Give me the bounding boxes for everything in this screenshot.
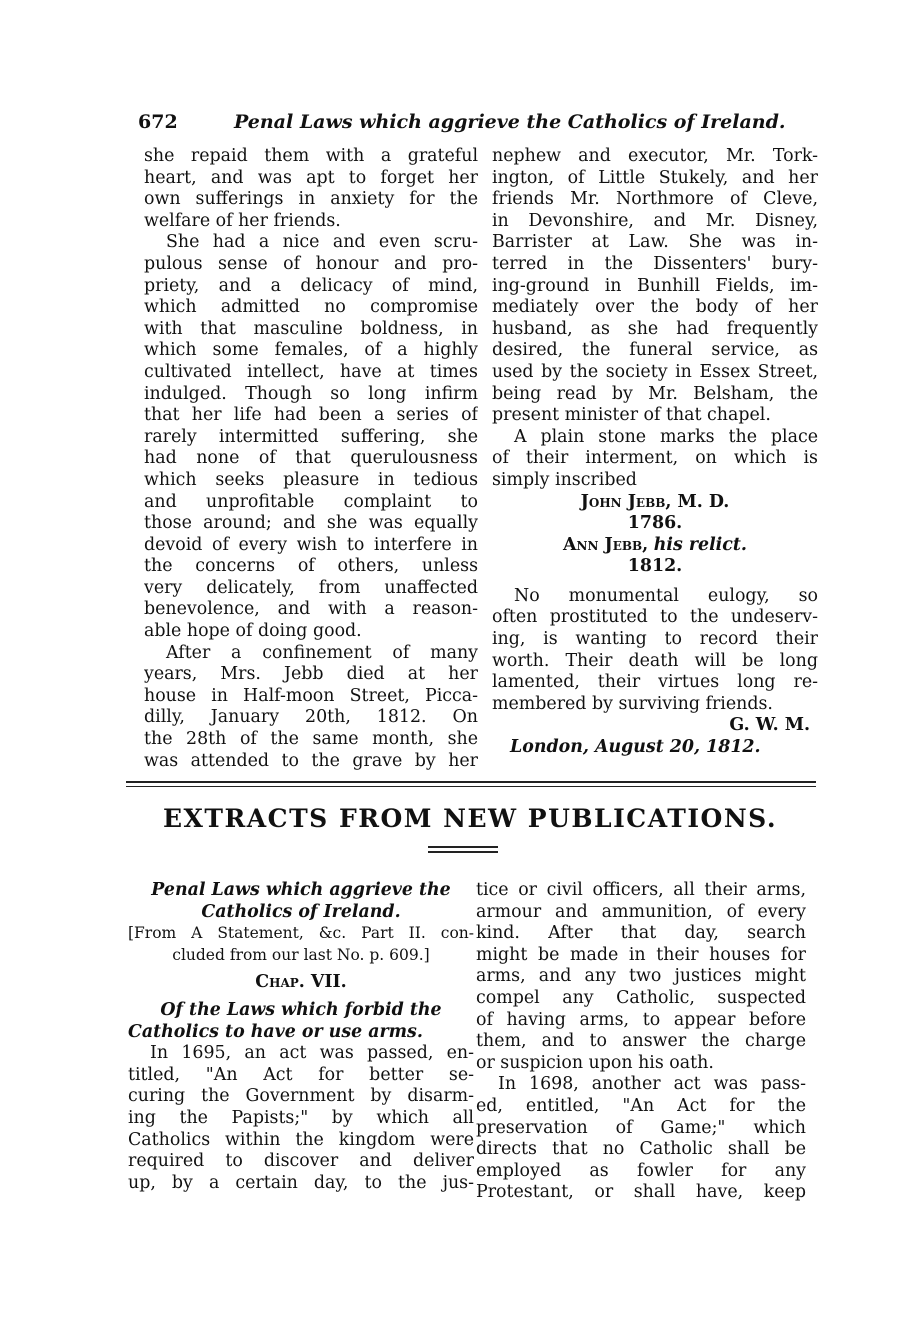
text-line: often prostituted to the undeserv- <box>492 607 818 628</box>
text-line: rarely intermitted suffering, she <box>144 426 478 447</box>
text-line: present minister of that chapel. <box>492 405 771 426</box>
text-line: kind. After that day, search <box>476 923 806 944</box>
text-line: tice or civil officers, all their arms, <box>476 880 806 900</box>
text-line: those around; and she was equally <box>144 513 478 534</box>
extract-column-left <box>128 880 474 1194</box>
inscription-name <box>492 535 818 557</box>
text-line: in Devonshire, and Mr. Disney, <box>492 210 818 231</box>
text-line: very delicately, from unaffected <box>144 577 478 598</box>
text-line: used by the society in Essex Street, <box>492 361 818 382</box>
text-line: In 1698, another act was pass- <box>498 1074 806 1095</box>
text-line: husband, as she had frequently <box>492 318 818 339</box>
spacer <box>492 578 818 586</box>
extract-heading: Penal Laws which aggrieve the <box>151 880 451 900</box>
text-line: that her life had been a series of <box>144 405 478 426</box>
text-line: preservation of Game;" which <box>476 1117 806 1138</box>
text-line: desired, the funeral service, as <box>492 340 818 361</box>
obituary-column-left <box>144 146 478 772</box>
text-line: being read by Mr. Belsham, the <box>492 383 818 404</box>
text-line: pulous sense of honour and pro- <box>144 253 478 274</box>
text-line: heart, and was apt to forget her <box>144 167 478 188</box>
page-number: 672 <box>138 111 178 133</box>
text-line: had none of that querulousness <box>144 448 478 469</box>
inscription-year: 1812. <box>627 556 683 577</box>
text-line: the concerns of others, unless <box>144 556 478 577</box>
section-title: EXTRACTS FROM NEW PUBLICATIONS. <box>162 804 778 833</box>
inscription-name-text: Ann Jebb, <box>563 534 649 555</box>
text-line: arms, and any two justices might <box>476 966 806 987</box>
text-line: Protestant, or shall have, keep <box>476 1182 806 1203</box>
text-line: compel any Catholic, suspected <box>476 987 806 1008</box>
text-line: with that masculine boldness, in <box>144 318 478 339</box>
inscription-name: John Jebb, M. D. <box>580 491 730 512</box>
running-title: Penal Laws which aggrieve the Catholics of Ireland. <box>234 111 786 133</box>
chapter-subhead: Of the Laws which forbid the <box>160 999 442 1020</box>
text-line: ington, of Little Stukely, and her <box>492 167 818 188</box>
text-line: worth. Their death will be long <box>492 650 818 671</box>
text-line: of their interment, on which is <box>492 448 818 469</box>
text-line: Catholics within the kingdom were <box>128 1129 474 1150</box>
text-line: titled, "An Act for better se- <box>128 1064 474 1085</box>
text-line: years, Mrs. Jebb died at her <box>144 664 478 685</box>
text-line: simply inscribed <box>492 469 637 490</box>
inscription-suffix: his relict. <box>653 534 747 555</box>
text-line: house in Half-moon Street, Picca- <box>144 685 478 706</box>
text-line: the 28th of the same month, she <box>144 729 478 750</box>
text-line: membered by surviving friends. <box>492 693 773 714</box>
chapter-heading: Chap. VII. <box>255 972 347 993</box>
text-line: which admitted no compromise <box>144 297 478 318</box>
text-line: which seeks pleasure in tedious <box>144 469 478 490</box>
ornament-line <box>428 851 498 853</box>
text-line: A plain stone marks the place <box>514 426 818 447</box>
dateline: London, August 20, 1812. <box>510 737 761 758</box>
text-line: was attended to the grave by her <box>144 750 478 771</box>
text-line: terred in the Dissenters' bury- <box>492 253 818 274</box>
text-line: of having arms, to appear before <box>476 1009 806 1030</box>
text-line: indulged. Though so long infirm <box>144 383 478 404</box>
text-line: nephew and executor, Mr. Tork- <box>492 146 818 166</box>
text-line: mediately over the body of her <box>492 297 818 318</box>
text-line: ing-ground in Bunhill Fields, im- <box>492 275 818 296</box>
text-line: which some females, of a highly <box>144 340 478 361</box>
source-note: [From A Statement, &c. Part II. con- <box>128 924 474 943</box>
text-line: directs that no Catholic shall be <box>476 1139 806 1160</box>
text-line: or suspicion upon his oath. <box>476 1052 714 1073</box>
running-head <box>138 108 786 136</box>
text-line: up, by a certain day, to the jus- <box>128 1172 474 1193</box>
ornament-rule <box>428 846 498 856</box>
text-line: ed, entitled, "An Act for the <box>476 1095 806 1116</box>
text-line: ing the Papists;" by which all <box>128 1107 474 1128</box>
text-line: them, and to answer the charge <box>476 1031 806 1052</box>
text-line: might be made in their houses for <box>476 944 806 965</box>
text-line: After a confinement of many <box>166 642 478 663</box>
text-line: cultivated intellect, have at times <box>144 361 478 382</box>
signature: G. W. M. <box>729 715 810 736</box>
text-line: required to discover and deliver <box>128 1151 474 1172</box>
section-rule <box>126 781 816 783</box>
text-line: own sufferings in anxiety for the <box>144 189 478 210</box>
text-line: No monumental eulogy, so <box>514 585 818 606</box>
obituary-column-right <box>492 146 818 759</box>
text-line: dilly, January 20th, 1812. On <box>144 707 478 728</box>
text-line: friends Mr. Northmore of Cleve, <box>492 189 818 210</box>
text-line: ing, is wanting to record their <box>492 629 818 650</box>
section-rule <box>126 786 816 787</box>
text-line: lamented, their virtues long re- <box>492 672 818 693</box>
text-line: welfare of her friends. <box>144 210 341 231</box>
text-line: devoid of every wish to interfere in <box>144 534 478 555</box>
text-line: and unprofitable complaint to <box>144 491 478 512</box>
text-line: priety, and a delicacy of mind, <box>144 275 478 296</box>
inscription-year: 1786. <box>627 513 683 534</box>
text-line: she repaid them with a grateful <box>144 146 478 166</box>
text-line: curing the Government by disarm- <box>128 1086 474 1107</box>
text-line: benevolence, and with a reason- <box>144 599 478 620</box>
text-line: employed as fowler for any <box>476 1160 806 1181</box>
text-line: She had a nice and even scru- <box>166 232 478 253</box>
extract-heading: Catholics of Ireland. <box>201 901 401 922</box>
chapter-subhead: Catholics to have or use arms. <box>128 1021 423 1042</box>
text-line: able hope of doing good. <box>144 621 362 642</box>
text-line: armour and ammunition, of every <box>476 901 806 922</box>
source-note: cluded from our last No. p. 609.] <box>172 945 430 964</box>
text-line: In 1695, an act was passed, en- <box>150 1043 474 1064</box>
text-line: Barrister at Law. She was in- <box>492 232 818 253</box>
ornament-line <box>428 846 498 848</box>
extract-column-right <box>476 880 806 1204</box>
